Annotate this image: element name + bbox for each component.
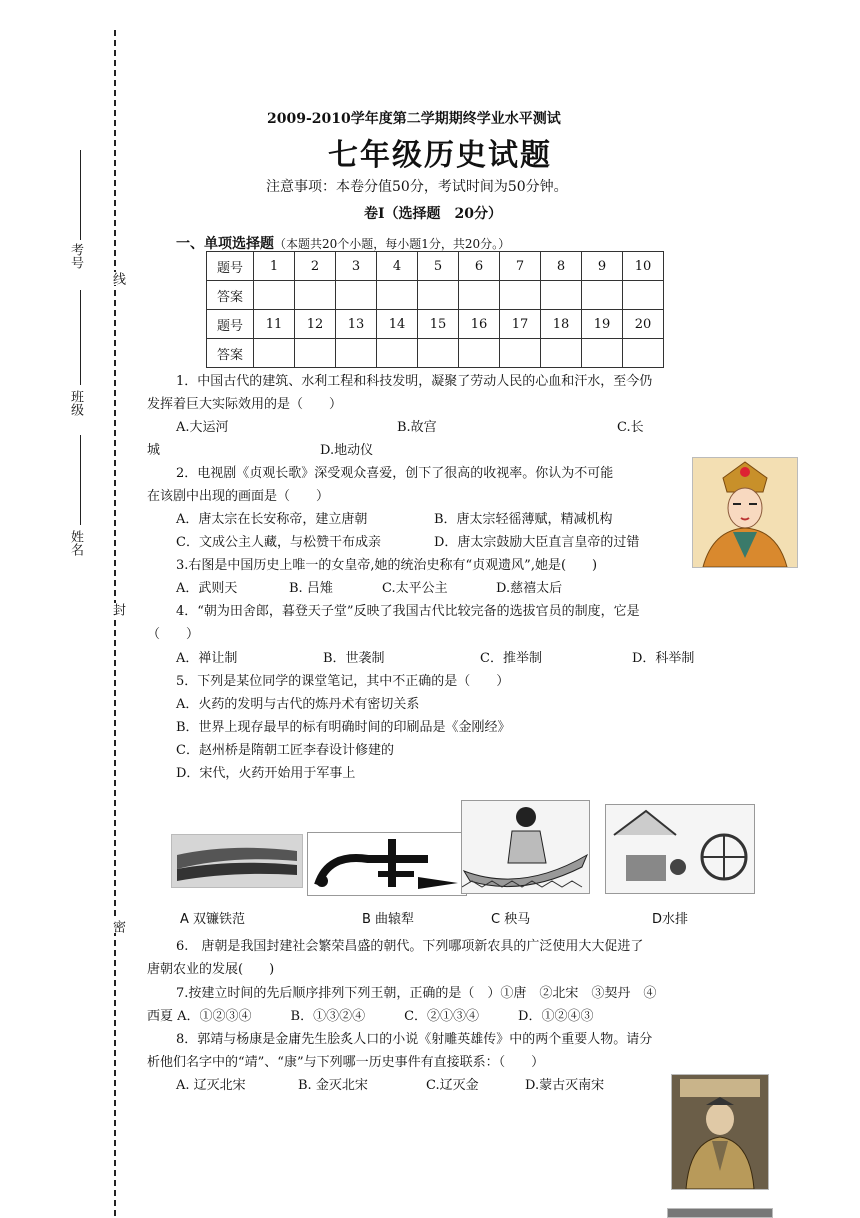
subject-title: 七年级历史试题 (328, 138, 552, 173)
answer-table-row (207, 281, 664, 310)
q8-option-d: D.蒙古灭南宋 (525, 1078, 605, 1093)
img-a-caption: A 双镰铁范 (180, 912, 246, 927)
q2-option-c: C．文成公主人藏，与松赞干布成亲 (176, 535, 381, 550)
table-num: 1 (254, 252, 295, 281)
section1-heading (176, 233, 510, 253)
emperor-portrait-image (671, 1074, 769, 1190)
xingming-underline (80, 435, 81, 525)
table-a-label: 答案 (207, 339, 254, 368)
q4-option-c: C．推举制 (480, 651, 542, 666)
q1-stem-2: 发挥着巨大实际效用的是（ ） (147, 397, 343, 412)
q1-option-a: A.大运河 (176, 420, 229, 435)
section1-note: （本题共20个小题，每小题1分，共20分。） (274, 237, 511, 251)
kaohao-label: 考号 (68, 243, 83, 269)
q5-option-c: C．赵州桥是隋朝工匠李春设计修建的 (176, 743, 394, 758)
wuzetian-portrait-image (692, 457, 798, 568)
q6-stem-2: 唐朝农业的发展( ) (147, 962, 275, 977)
banji-underline (80, 290, 81, 385)
table-num: 2 (295, 252, 336, 281)
answer-cell[interactable] (623, 339, 664, 368)
q2-stem-1: 2．电视剧《贞观长歌》深受观众喜爱，创下了很高的收视率。你认为不可能 (176, 466, 614, 481)
answer-table-row (207, 339, 664, 368)
img-c-caption: C 秧马 (491, 912, 531, 927)
water-bellows-image (605, 804, 755, 894)
xingming-label: 姓名 (68, 530, 83, 556)
partial-image (667, 1208, 773, 1218)
rice-seedling-horse-image (461, 800, 590, 894)
answer-table (206, 251, 664, 368)
q5-option-b: B．世界上现存最早的标有明确时间的印刷品是《金刚经》 (176, 720, 511, 735)
answer-table-row (207, 252, 664, 281)
table-q-label: 题号 (207, 252, 254, 281)
table-num: 20 (623, 310, 664, 339)
q8-option-c: C.辽灭金 (426, 1078, 479, 1093)
q2-option-b: B．唐太宗轻徭薄赋，精减机构 (434, 512, 613, 527)
table-num: 15 (418, 310, 459, 339)
table-num: 6 (459, 252, 500, 281)
q5-option-a: A．火药的发明与古代的炼丹术有密切关系 (176, 697, 420, 712)
q1-option-c: C.长 (617, 420, 644, 435)
kaohao-underline (80, 150, 81, 240)
binding-dashed-line (114, 30, 116, 1216)
q4-option-d: D．科举制 (632, 651, 695, 666)
answer-cell[interactable] (459, 281, 500, 310)
table-num: 13 (336, 310, 377, 339)
q8-option-b: B. 金灭北宋 (298, 1078, 368, 1093)
answer-cell[interactable] (336, 281, 377, 310)
q1-stem-1: 1．中国古代的建筑、水利工程和科技发明，凝聚了劳动人民的心血和汗水，至今仍 (176, 374, 653, 389)
answer-cell[interactable] (582, 339, 623, 368)
q5-option-d: D．宋代，火药开始用于军事上 (176, 766, 356, 781)
table-num: 14 (377, 310, 418, 339)
answer-cell[interactable] (336, 339, 377, 368)
answer-cell[interactable] (377, 339, 418, 368)
q1-option-d: D.地动仪 (320, 443, 374, 458)
img-b-caption: B 曲辕犁 (362, 912, 415, 927)
table-num: 18 (541, 310, 582, 339)
table-num: 10 (623, 252, 664, 281)
q3-option-c: C.太平公主 (382, 581, 448, 596)
answer-table-row (207, 310, 664, 339)
table-num: 16 (459, 310, 500, 339)
binding-mi: 密 (110, 920, 125, 933)
q2-stem-2: 在该剧中出现的画面是（ ） (147, 489, 330, 504)
q3-option-d: D.慈禧太后 (496, 581, 563, 596)
q4-stem-1: 4．“朝为田舍郎，暮登天子堂”反映了我国古代比较完备的选拔官员的制度，它是 (176, 604, 640, 619)
q5-stem: 5．下列是某位同学的课堂笔记，其中不正确的是（ ） (176, 674, 510, 689)
answer-cell[interactable] (418, 339, 459, 368)
curved-plough-image (307, 832, 467, 896)
answer-cell[interactable] (500, 339, 541, 368)
q7-stem-1: 7.按建立时间的先后顺序排列下列王朝，正确的是（ ）①唐 ②北宋 ③契丹 ④ (176, 986, 657, 1001)
banji-label: 班级 (68, 390, 83, 416)
volume-title: 卷Ⅰ（选择题 20分） (364, 206, 503, 222)
answer-cell[interactable] (582, 281, 623, 310)
q1-option-b: B.故宫 (397, 420, 437, 435)
q2-option-d: D．唐太宗鼓励大臣直言皇帝的过错 (434, 535, 640, 550)
table-num: 17 (500, 310, 541, 339)
table-num: 12 (295, 310, 336, 339)
table-a-label: 答案 (207, 281, 254, 310)
q8-option-a: A. 辽灭北宋 (176, 1078, 246, 1093)
table-num: 11 (254, 310, 295, 339)
img-d-caption: D水排 (652, 912, 689, 927)
answer-cell[interactable] (623, 281, 664, 310)
table-num: 4 (377, 252, 418, 281)
q6-stem-1: 6. 唐朝是我国封建社会繁荣昌盛的朝代。下列哪项新农具的广泛使用大大促进了 (176, 939, 644, 954)
table-num: 19 (582, 310, 623, 339)
table-q-label: 题号 (207, 310, 254, 339)
q2-option-a: A．唐太宗在长安称帝，建立唐朝 (176, 512, 368, 527)
answer-cell[interactable] (541, 339, 582, 368)
table-num: 8 (541, 252, 582, 281)
binding-feng: 封 (110, 603, 125, 616)
answer-cell[interactable] (500, 281, 541, 310)
q4-option-a: A．禅让制 (176, 651, 238, 666)
binding-xian: 线 (110, 272, 125, 285)
answer-cell[interactable] (254, 281, 295, 310)
q7-stem-2: 西夏 A．①②③④ B．①③②④ C．②①③④ D．①②④③ (147, 1009, 594, 1024)
q1-option-c-cont: 城 (147, 443, 161, 458)
q8-stem-1: 8．郭靖与杨康是金庸先生脍炙人口的小说《射雕英雄传》中的两个重要人物。请分 (176, 1032, 653, 1047)
table-num: 5 (418, 252, 459, 281)
answer-cell[interactable] (295, 281, 336, 310)
exam-title: 2009-2010学年度第二学期期终学业水平测试 (267, 111, 561, 127)
answer-cell[interactable] (377, 281, 418, 310)
table-num: 3 (336, 252, 377, 281)
iron-mould-image (171, 834, 303, 888)
answer-cell[interactable] (295, 339, 336, 368)
table-num: 9 (582, 252, 623, 281)
q3-option-b: B. 吕雉 (289, 581, 333, 596)
q4-stem-2: （ ） (147, 627, 200, 642)
answer-cell[interactable] (254, 339, 295, 368)
table-num: 7 (500, 252, 541, 281)
notice-text: 注意事项：本卷分值50分，考试时间为50分钟。 (266, 179, 568, 195)
q4-option-b: B．世袭制 (323, 651, 385, 666)
answer-cell[interactable] (459, 339, 500, 368)
q3-stem: 3.右图是中国历史上唯一的女皇帝,她的统治史称有“贞观遗风”,她是( ) (176, 558, 598, 573)
answer-cell[interactable] (418, 281, 459, 310)
section1-label: 一、单项选择题 (176, 236, 274, 252)
q3-option-a: A．武则天 (176, 581, 238, 596)
answer-cell[interactable] (541, 281, 582, 310)
q8-stem-2: 析他们名字中的“靖”、“康”与下列哪一历史事件有直接联系：（ ） (147, 1055, 545, 1070)
